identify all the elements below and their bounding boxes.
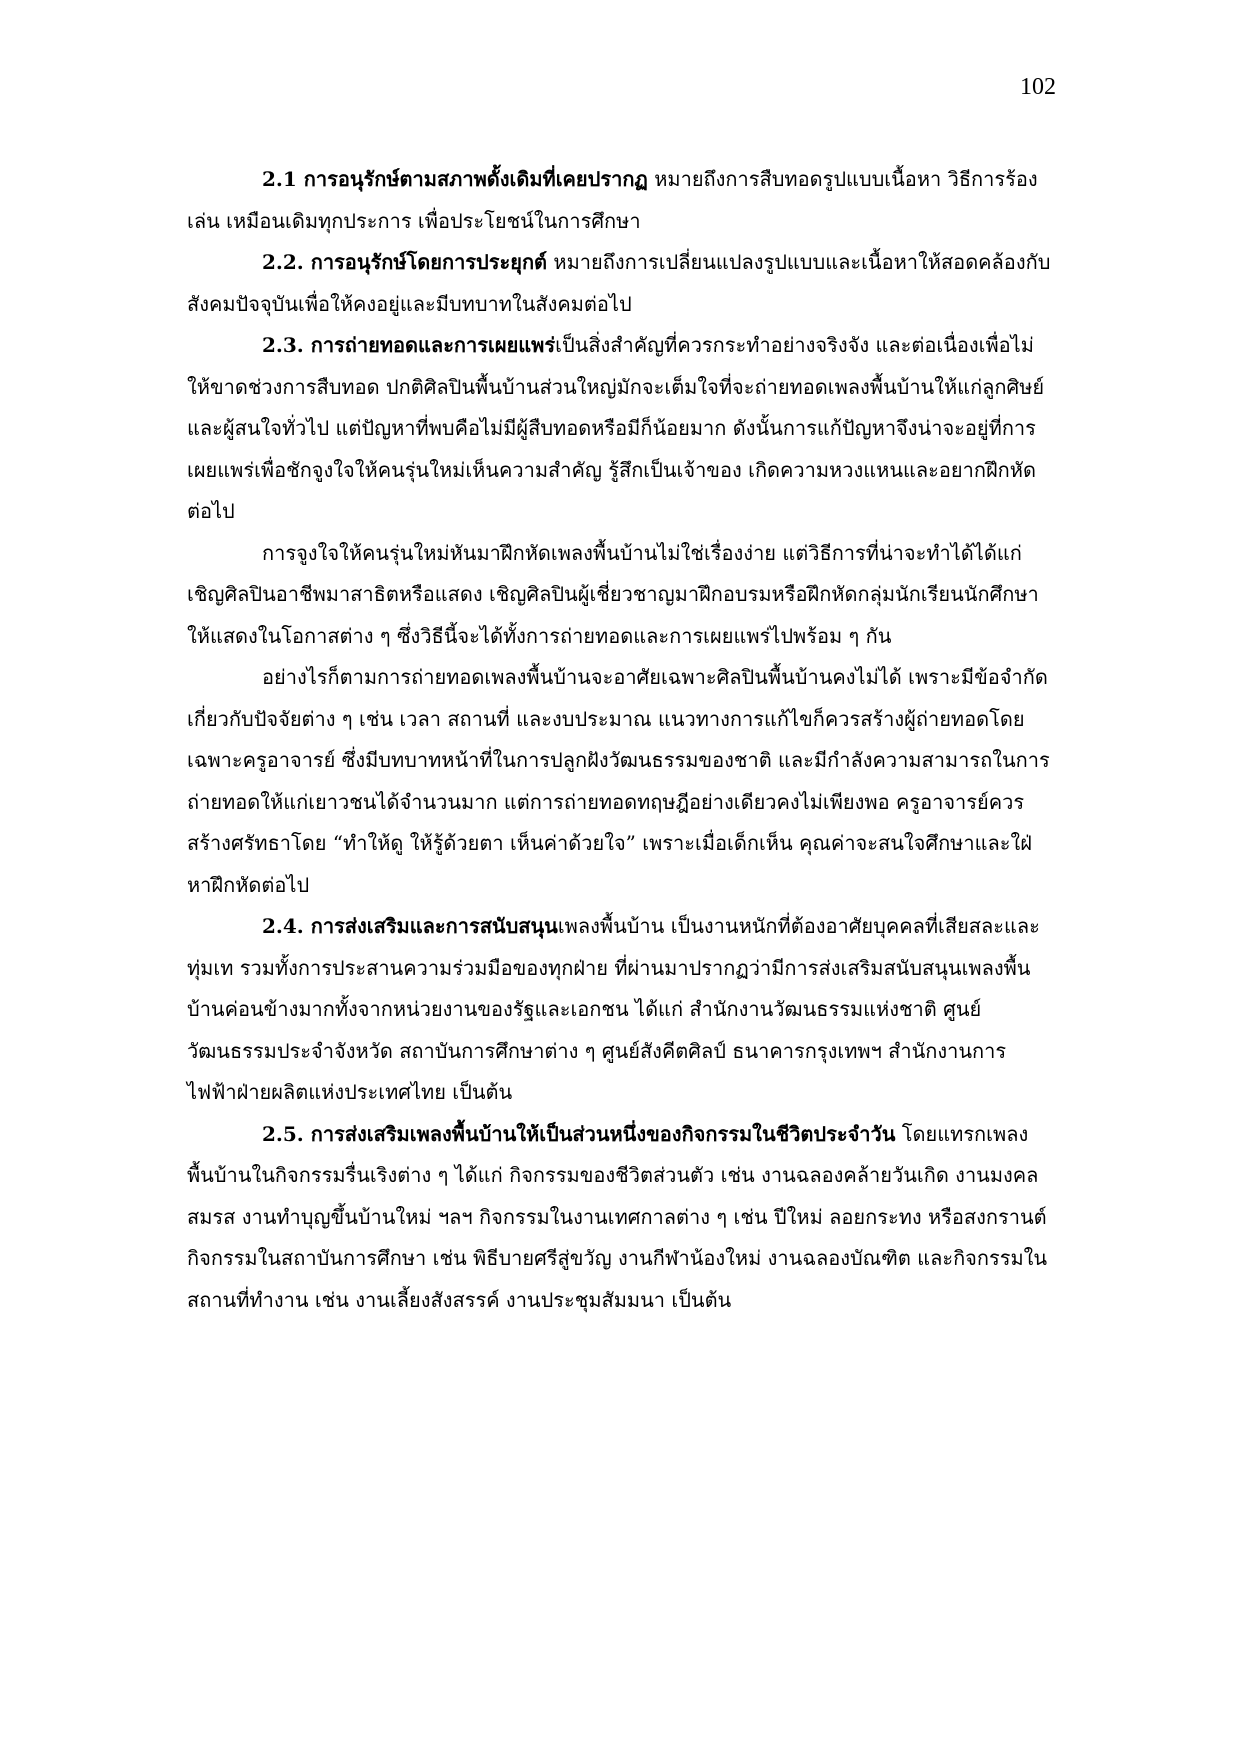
- paragraph-text: โดยแทรกเพลงพื้นบ้านในกิจกรรมรื่นเริงต่าง ๆ ได้แก่ กิจกรรมของชีวิตส่วนตัว เช่น งานฉลองคล้ายวันเกิด งานมงคลสมรส งานทำบุญขึ้นบ้านใหม่ ฯลฯ กิจกรรมในงานเทศกาลต่าง ๆ เช่น ปีใหม่ ลอยกระทง หรือสงกรานต์ กิจกรรมในสถาบันการศึกษา เช่น พิธีบายศรีสู่ขวัญ งานกีฬาน้องใหม่ งานฉลองบัณฑิต และกิจกรรมในสถานที่ทำงาน เช่น งานเลี้ยงสังสรรค์ งานประชุมสัมมนา เป็นต้น: [187, 1121, 1048, 1312]
- section-heading: 2.2. การอนุรักษ์โดยการประยุกต์: [262, 250, 548, 274]
- paragraph-text: หมายถึงการสืบทอดรูปแบบเนื้อหา วิธีการร้อง เล่น เหมือนเดิมทุกประการ เพื่อประโยชน์ในการศึกษา: [187, 167, 1038, 233]
- section-heading: 2.3. การถ่ายทอดและการเผยแพร่: [262, 333, 556, 357]
- page-number: 102: [1020, 74, 1056, 100]
- paragraph-2-1: [187, 159, 1052, 242]
- paragraph-text: หมายถึงการเปลี่ยนแปลงรูปแบบและเนื้อหาให้สอดคล้องกับสังคมปัจจุบันเพื่อให้คงอยู่และมีบทบาทในสังคมต่อไป: [187, 250, 1051, 316]
- paragraph-2-3: [187, 325, 1052, 533]
- section-heading: 2.4. การส่งเสริมและการสนับสนุน: [262, 914, 558, 938]
- document-body: [187, 159, 1052, 1321]
- section-heading: 2.1 การอนุรักษ์ตามสภาพดั้งเดิมที่เคยปรากฏ: [262, 167, 648, 191]
- paragraph-transmission: [187, 657, 1052, 906]
- paragraph-2-4: [187, 906, 1052, 1114]
- section-heading: 2.5. การส่งเสริมเพลงพื้นบ้านให้เป็นส่วนหนึ่งของกิจกรรมในชีวิตประจำวัน: [262, 1121, 896, 1146]
- paragraph-motivation: [187, 533, 1052, 658]
- paragraph-2-5: [187, 1114, 1052, 1322]
- paragraph-text: เป็นสิ่งสำคัญที่ควรกระทำอย่างจริงจัง และต่อเนื่องเพื่อไม่ให้ขาดช่วงการสืบทอด ปกติศิลปินพื้นบ้านส่วนใหญ่มักจะเต็มใจที่จะถ่ายทอดเพลงพื้นบ้านให้แก่ลูกศิษย์และผู้สนใจทั่วไป แต่ปัญหาที่พบคือไม่มีผู้สืบทอดหรือมีก็น้อยมาก ดังนั้นการแก้ปัญหาจึงน่าจะอยู่ที่การเผยแพร่เพื่อชักจูงใจให้คนรุ่นใหม่เห็นความสำคัญ รู้สึกเป็นเจ้าของ เกิดความหวงแหนและอยากฝึกหัดต่อไป: [187, 333, 1045, 523]
- paragraph-2-2: [187, 242, 1052, 325]
- paragraph-text: เพลงพื้นบ้าน เป็นงานหนักที่ต้องอาศัยบุคคลที่เสียสละและทุ่มเท รวมทั้งการประสานความร่วมมือของทุกฝ่าย ที่ผ่านมาปรากฏว่ามีการส่งเสริมสนับสนุนเพลงพื้นบ้านค่อนข้างมากทั้งจากหน่วยงานของรัฐและเอกชน ได้แก่ สำนักงานวัฒนธรรมแห่งชาติ ศูนย์วัฒนธรรมประจำจังหวัด สถาบันการศึกษาต่าง ๆ ศูนย์สังคีตศิลป์ ธนาคารกรุงเทพฯ สำนักงานการไฟฟ้าฝ่ายผลิตแห่งประเทศไทย เป็นต้น: [187, 914, 1040, 1104]
- paragraph-text: การจูงใจให้คนรุ่นใหม่หันมาฝึกหัดเพลงพื้นบ้านไม่ใช่เรื่องง่าย แต่วิธีการที่น่าจะทำได้ได้แก่ เชิญศิลปินอาชีพมาสาธิตหรือแสดง เชิญศิลปินผู้เชี่ยวชาญมาฝึกอบรมหรือฝึกหัดกลุ่มนักเรียนนักศึกษาให้แสดงในโอกาสต่าง ๆ ซึ่งวิธีนี้จะได้ทั้งการถ่ายทอดและการเผยแพร่ไปพร้อม ๆ กัน: [187, 540, 1039, 648]
- paragraph-text: อย่างไรก็ตามการถ่ายทอดเพลงพื้นบ้านจะอาศัยเฉพาะศิลปินพื้นบ้านคงไม่ได้ เพราะมีข้อจำกัดเกี่ยวกับปัจจัยต่าง ๆ เช่น เวลา สถานที่ และงบประมาณ แนวทางการแก้ไขก็ควรสร้างผู้ถ่ายทอดโดยเฉพาะครูอาจารย์ ซึ่งมีบทบาทหน้าที่ในการปลูกฝังวัฒนธรรมของชาติ และมีกำลังความสามารถในการถ่ายทอดให้แก่เยาวชนได้จำนวนมาก แต่การถ่ายทอดทฤษฎีอย่างเดียวคงไม่เพียงพอ ครูอาจารย์ควรสร้างศรัทธาโดย “ทำให้ดู ให้รู้ด้วยตา เห็นค่าด้วยใจ” เพราะเมื่อเด็กเห็น คุณค่าจะสนใจศึกษาและใฝ่หาฝึกหัดต่อไป: [187, 665, 1050, 897]
